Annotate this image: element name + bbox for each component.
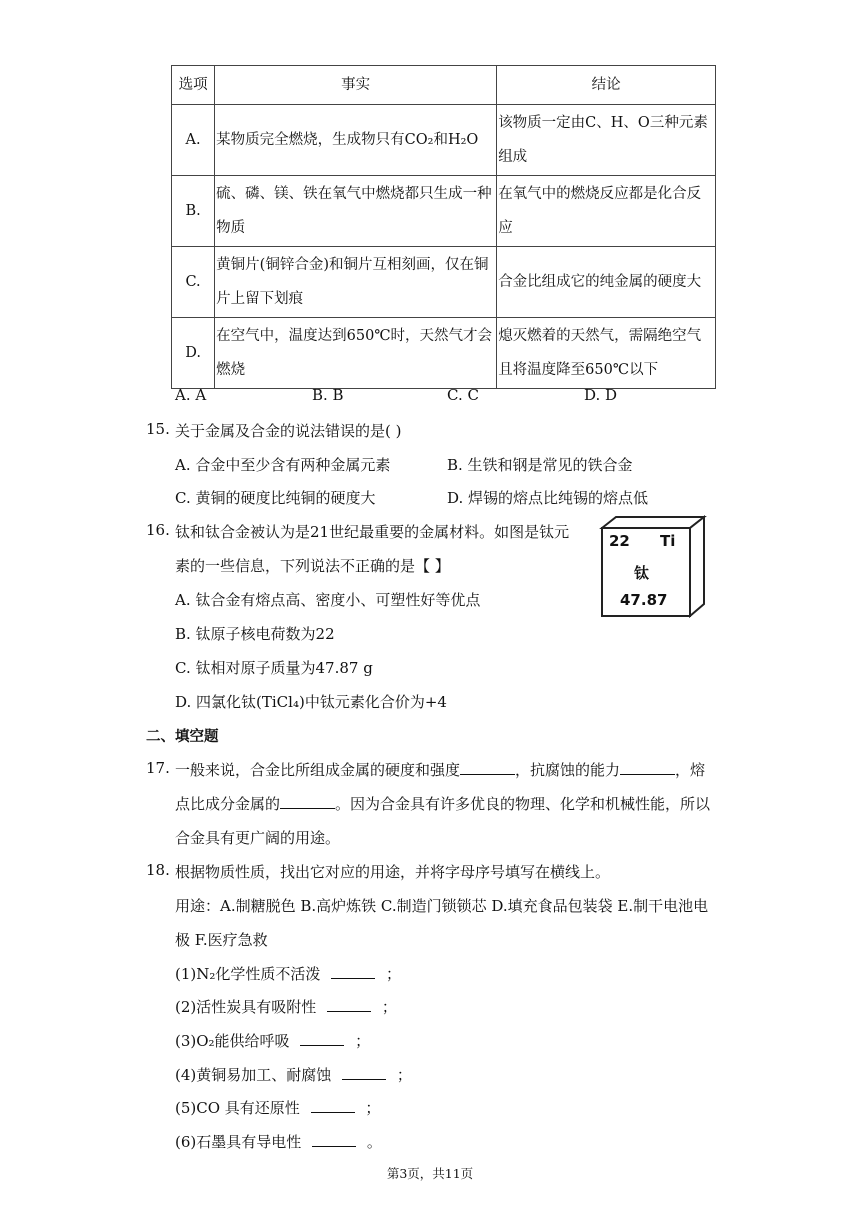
answer-blank[interactable] (342, 1065, 386, 1080)
section-title: 二、填空题 (146, 729, 219, 745)
table-row (172, 105, 716, 176)
row-conclusion: 合金比组成它的纯金属的硬度大 (497, 247, 716, 318)
q17-text: 点比成分金属的 (175, 795, 281, 813)
answer-choice-b[interactable]: B. B (312, 386, 344, 404)
header-fact: 事实 (215, 66, 497, 105)
q18-item (175, 1030, 370, 1051)
row-conclusion: 熄灭燃着的天然气，需隔绝空气且将温度降至650℃以下 (497, 318, 716, 389)
q18-item-text: (6)石墨具有导电性 (175, 1133, 302, 1151)
answer-blank[interactable] (620, 760, 675, 775)
header-option: 选项 (172, 66, 215, 105)
q16-number: 16. (146, 521, 170, 539)
answer-choice-a[interactable]: A. A (175, 386, 207, 404)
q18-item-text: (3)O₂能供给呼吸 (175, 1032, 290, 1050)
answer-blank[interactable] (331, 964, 375, 979)
q16-choice-d[interactable]: D. 四氯化钛(TiCl₄)中钛元素化合价为+4 (175, 693, 447, 711)
card-side-face (690, 517, 704, 616)
q18-item-text: (5)CO 具有还原性 (175, 1099, 300, 1117)
q18-item-end: ； (381, 998, 397, 1016)
element-mass: 47.87 (620, 591, 668, 609)
table-row (172, 176, 716, 247)
row-conclusion: 在氧气中的燃烧反应都是化合反应 (497, 176, 716, 247)
q17-text: ，抗腐蚀的能力 (515, 761, 621, 779)
q18-item-end: ； (385, 965, 401, 983)
row-conclusion: 该物质一定由C、H、O三种元素组成 (497, 105, 716, 176)
q17-line2 (175, 793, 710, 814)
page-footer: 第3页，共11页 (386, 1166, 474, 1181)
table-row (172, 247, 716, 318)
answer-blank[interactable] (327, 997, 371, 1012)
q18-item-end: ； (396, 1066, 412, 1084)
q16-choice-b[interactable]: B. 钛原子核电荷数为22 (175, 625, 335, 643)
answer-choice-c[interactable]: C. C (447, 386, 479, 404)
q17-line3: 合金具有更广阔的用途。 (175, 829, 341, 847)
q17-line1 (175, 759, 705, 780)
answer-blank[interactable] (280, 794, 335, 809)
row-fact: 在空气中，温度达到650℃时，天然气才会燃烧 (215, 318, 497, 389)
q15-choice-d[interactable]: D. 焊锡的熔点比纯锡的熔点低 (447, 489, 649, 507)
q18-uses-line1: 用途：A.制糖脱色 B.高炉炼铁 C.制造门锁锁芯 D.填充食品包装袋 E.制干电池电 (175, 897, 709, 915)
q18-item (175, 963, 401, 984)
q15-number: 15. (146, 420, 170, 438)
q15-choice-a[interactable]: A. 合金中至少含有两种金属元素 (175, 456, 391, 474)
q18-item-text: (2)活性炭具有吸附性 (175, 998, 317, 1016)
q18-item (175, 1064, 412, 1085)
answer-choice-d[interactable]: D. D (584, 386, 618, 404)
q15-choice-b[interactable]: B. 生铁和钢是常见的铁合金 (447, 456, 633, 474)
row-option: C. (172, 247, 215, 318)
row-option: A. (172, 105, 215, 176)
q18-item-end: ； (355, 1032, 371, 1050)
table-header-row (172, 66, 716, 105)
answer-blank[interactable] (300, 1031, 344, 1046)
header-conclusion: 结论 (497, 66, 716, 105)
q16-stem-line1: 钛和钛合金被认为是21世纪最重要的金属材料。如图是钛元 (175, 523, 570, 541)
row-fact: 某物质完全燃烧，生成物只有CO₂和H₂O (215, 105, 497, 176)
q17-number: 17. (146, 759, 170, 777)
q15-stem: 关于金属及合金的说法错误的是( ) (175, 422, 402, 440)
card-top-face (602, 517, 704, 528)
q17-text: 。因为合金具有许多优良的物理、化学和机械性能，所以 (335, 795, 711, 813)
q16-choice-a[interactable]: A. 钛合金有熔点高、密度小、可塑性好等优点 (175, 591, 481, 609)
answer-blank[interactable] (311, 1098, 355, 1113)
q18-item (175, 996, 397, 1017)
q18-item (175, 1097, 380, 1118)
row-fact: 黄铜片(铜锌合金)和铜片互相刻画，仅在铜片上留下划痕 (215, 247, 497, 318)
q17-text: ，熔 (675, 761, 706, 779)
q17-text: 一般来说，合金比所组成金属的硬度和强度 (175, 761, 461, 779)
q16-stem-line2: 素的一些信息，下列说法不正确的是【 】 (175, 557, 450, 575)
q18-number: 18. (146, 861, 170, 879)
q15-choice-c[interactable]: C. 黄铜的硬度比纯铜的硬度大 (175, 489, 376, 507)
q18-item-text: (1)N₂化学性质不活泼 (175, 965, 321, 983)
answer-blank[interactable] (312, 1132, 356, 1147)
element-name: 钛 (634, 564, 650, 582)
row-option: D. (172, 318, 215, 389)
row-option: B. (172, 176, 215, 247)
answer-blank[interactable] (460, 760, 515, 775)
q18-stem: 根据物质性质，找出它对应的用途，并将字母序号填写在横线上。 (175, 863, 611, 881)
question-table (171, 65, 716, 389)
row-fact: 硫、磷、镁、铁在氧气中燃烧都只生成一种物质 (215, 176, 497, 247)
q18-item-text: (4)黄铜易加工、耐腐蚀 (175, 1066, 332, 1084)
q18-item-end: ； (365, 1099, 381, 1117)
element-atomic-number: 22 (609, 532, 630, 550)
q18-item-end: 。 (366, 1133, 382, 1151)
table-row (172, 318, 716, 389)
q16-choice-c[interactable]: C. 钛相对原子质量为47.87 g (175, 659, 373, 677)
element-symbol: Ti (660, 532, 676, 550)
q18-item (175, 1131, 382, 1152)
q18-uses-line2: 极 F.医疗急救 (175, 931, 268, 949)
